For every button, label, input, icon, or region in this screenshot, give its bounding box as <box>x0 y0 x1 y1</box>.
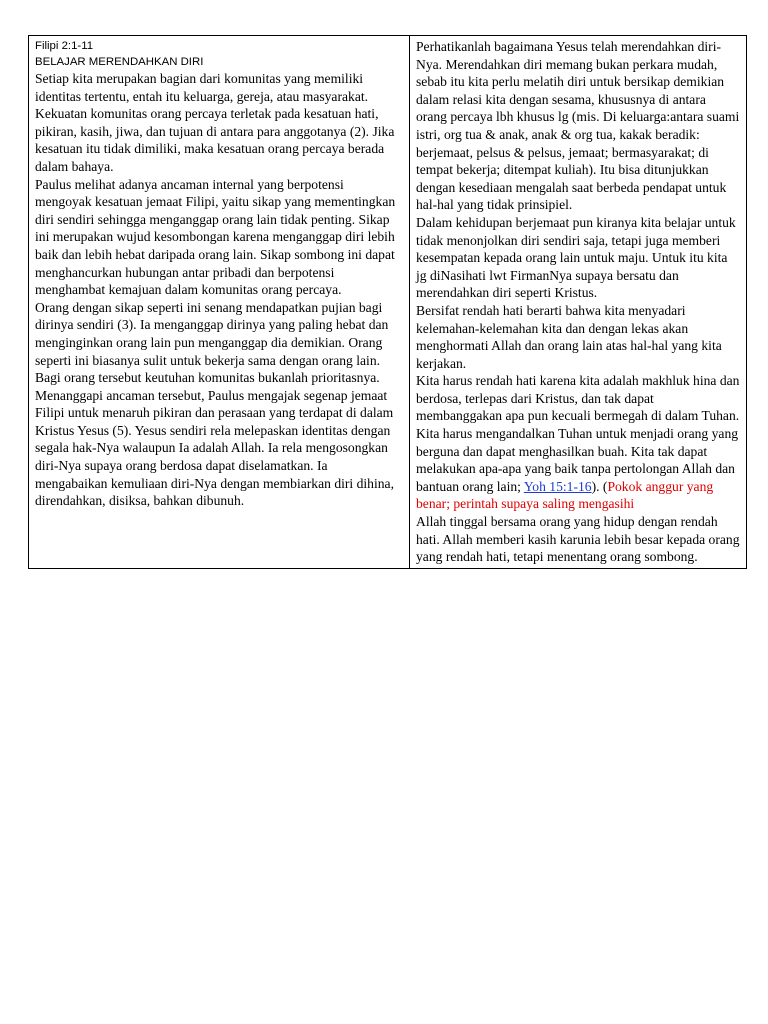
right-paragraph-4-connector: ). ( <box>591 478 608 494</box>
document-title: BELAJAR MERENDAHKAN DIRI <box>35 56 204 68</box>
highlighted-note: Pokok anggur yang benar; perintah supaya saling mengasihi <box>416 478 714 512</box>
left-column <box>29 36 410 568</box>
right-paragraph-2: Dalam kehidupan berjemaat pun kiranya kita belajar untuk tidak menonjolkan diri sendiri saja, tetapi juga memberi kesempatan kepada orang lain untuk maju. Untuk itu kita jg diNasihati lwt FirmanNya supaya bersatu dan merendahkan diri seperti Kristus. <box>416 214 736 301</box>
right-paragraph-1: Perhatikanlah bagaimana Yesus telah merendahkan diri-Nya. Merendahkan diri memang bukan perkara mudah, sebab itu kita perlu melatih diri untuk bersikap demikian dalam relasi kita dengan sesama, khususnya di antara orang percaya lbh khusus lg (mis. Di keluarga:antara suami istri, org tua & anak, anak & org tua, kakak beradik: berjemaat, pelsus & pelsus, jemaat; bermasyarakat; di tempat bekerja; ditempat kuliah). Itu bisa ditunjukkan dengan kesediaan mengalah saat berbeda pendapat untuk hal-hal yang tidak prinsipiel. <box>416 39 740 213</box>
scripture-link[interactable]: Yoh 15:1-16 <box>523 478 592 494</box>
right-paragraph-4-text: Kita harus rendah hati karena kita adalah makhluk hina dan berdosa, terlepas dari Kristus, dan tak dapat membanggakan apa pun kecuali bermegah di dalam Tuhan. Kita harus mengandalkan Tuhan untuk menjadi orang yang berguna dan dapat menghasilkan buah. Kita tak dapat melakukan apa-apa yang baik tanpa pertolongan Allah dan bantuan orang lain; <box>416 373 740 494</box>
left-paragraph-1: Setiap kita merupakan bagian dari komunitas yang memiliki identitas tertentu, entah itu keluarga, gereja, atau masyarakat. Kekuatan komunitas orang percaya terletak pada kesatuan hati, pikiran, kasih, jiwa, dan tujuan di antara para anggotanya (2). Jika kesatuan itu tidak dimiliki, maka kesatuan orang percaya berada dalam bahaya. <box>35 71 395 174</box>
left-paragraph-2: Paulus melihat adanya ancaman internal yang berpotensi mengoyak kesatuan jemaat Filipi, yaitu sikap yang mementingkan diri sendiri sehingga menganggap orang lain tidak penting. Sikap ini merupakan wujud kesombongan karena menganggap diri lebih baik dan lebih hebat daripada orang lain. Sikap sombong ini dapat menghancurkan hubungan antar pribadi dan berpotensi menghambat kemajuan dalam komunitas orang percaya. <box>35 176 396 298</box>
scripture-reference: Filipi 2:1-11 <box>35 40 94 52</box>
two-column-table <box>28 35 747 569</box>
right-paragraph-5: Allah tinggal bersama orang yang hidup dengan rendah hati. Allah memberi kasih karunia lebih besar kepada orang yang rendah hati, tetapi menentang orang sombong. <box>416 514 740 565</box>
left-paragraph-3: Orang dengan sikap seperti ini senang mendapatkan pujian bagi dirinya sendiri (3). Ia menganggap dirinya yang paling hebat dan menginginkan orang lain pun menganggap dia demikian. Orang seperti ini biasanya sulit untuk bekerja sama dengan orang lain. Bagi orang tersebut keutuhan komunitas bukanlah prioritasnya. <box>35 299 389 386</box>
right-paragraph-4 <box>416 372 740 513</box>
right-paragraph-3: Bersifat rendah hati berarti bahwa kita menyadari kelemahan-kelemahan kita dan dengan lekas akan menghormati Allah dan orang lain atas hal-hal yang kita kerjakan. <box>416 302 722 371</box>
left-paragraph-4: Menanggapi ancaman tersebut, Paulus mengajak segenap jemaat Filipi untuk menaruh pikiran dan perasaan yang terdapat di dalam Kristus Yesus (5). Yesus sendiri rela melepaskan identitas dengan segala hak-Nya walaupun Ia adalah Allah. Ia rela mengosongkan diri-Nya supaya orang berdosa dapat diselamatkan. Ia mengabaikan kemuliaan diri-Nya dengan membiarkan diri dihina, direndahkan, disiksa, bahkan dibunuh. <box>35 387 394 509</box>
right-column <box>410 36 746 568</box>
